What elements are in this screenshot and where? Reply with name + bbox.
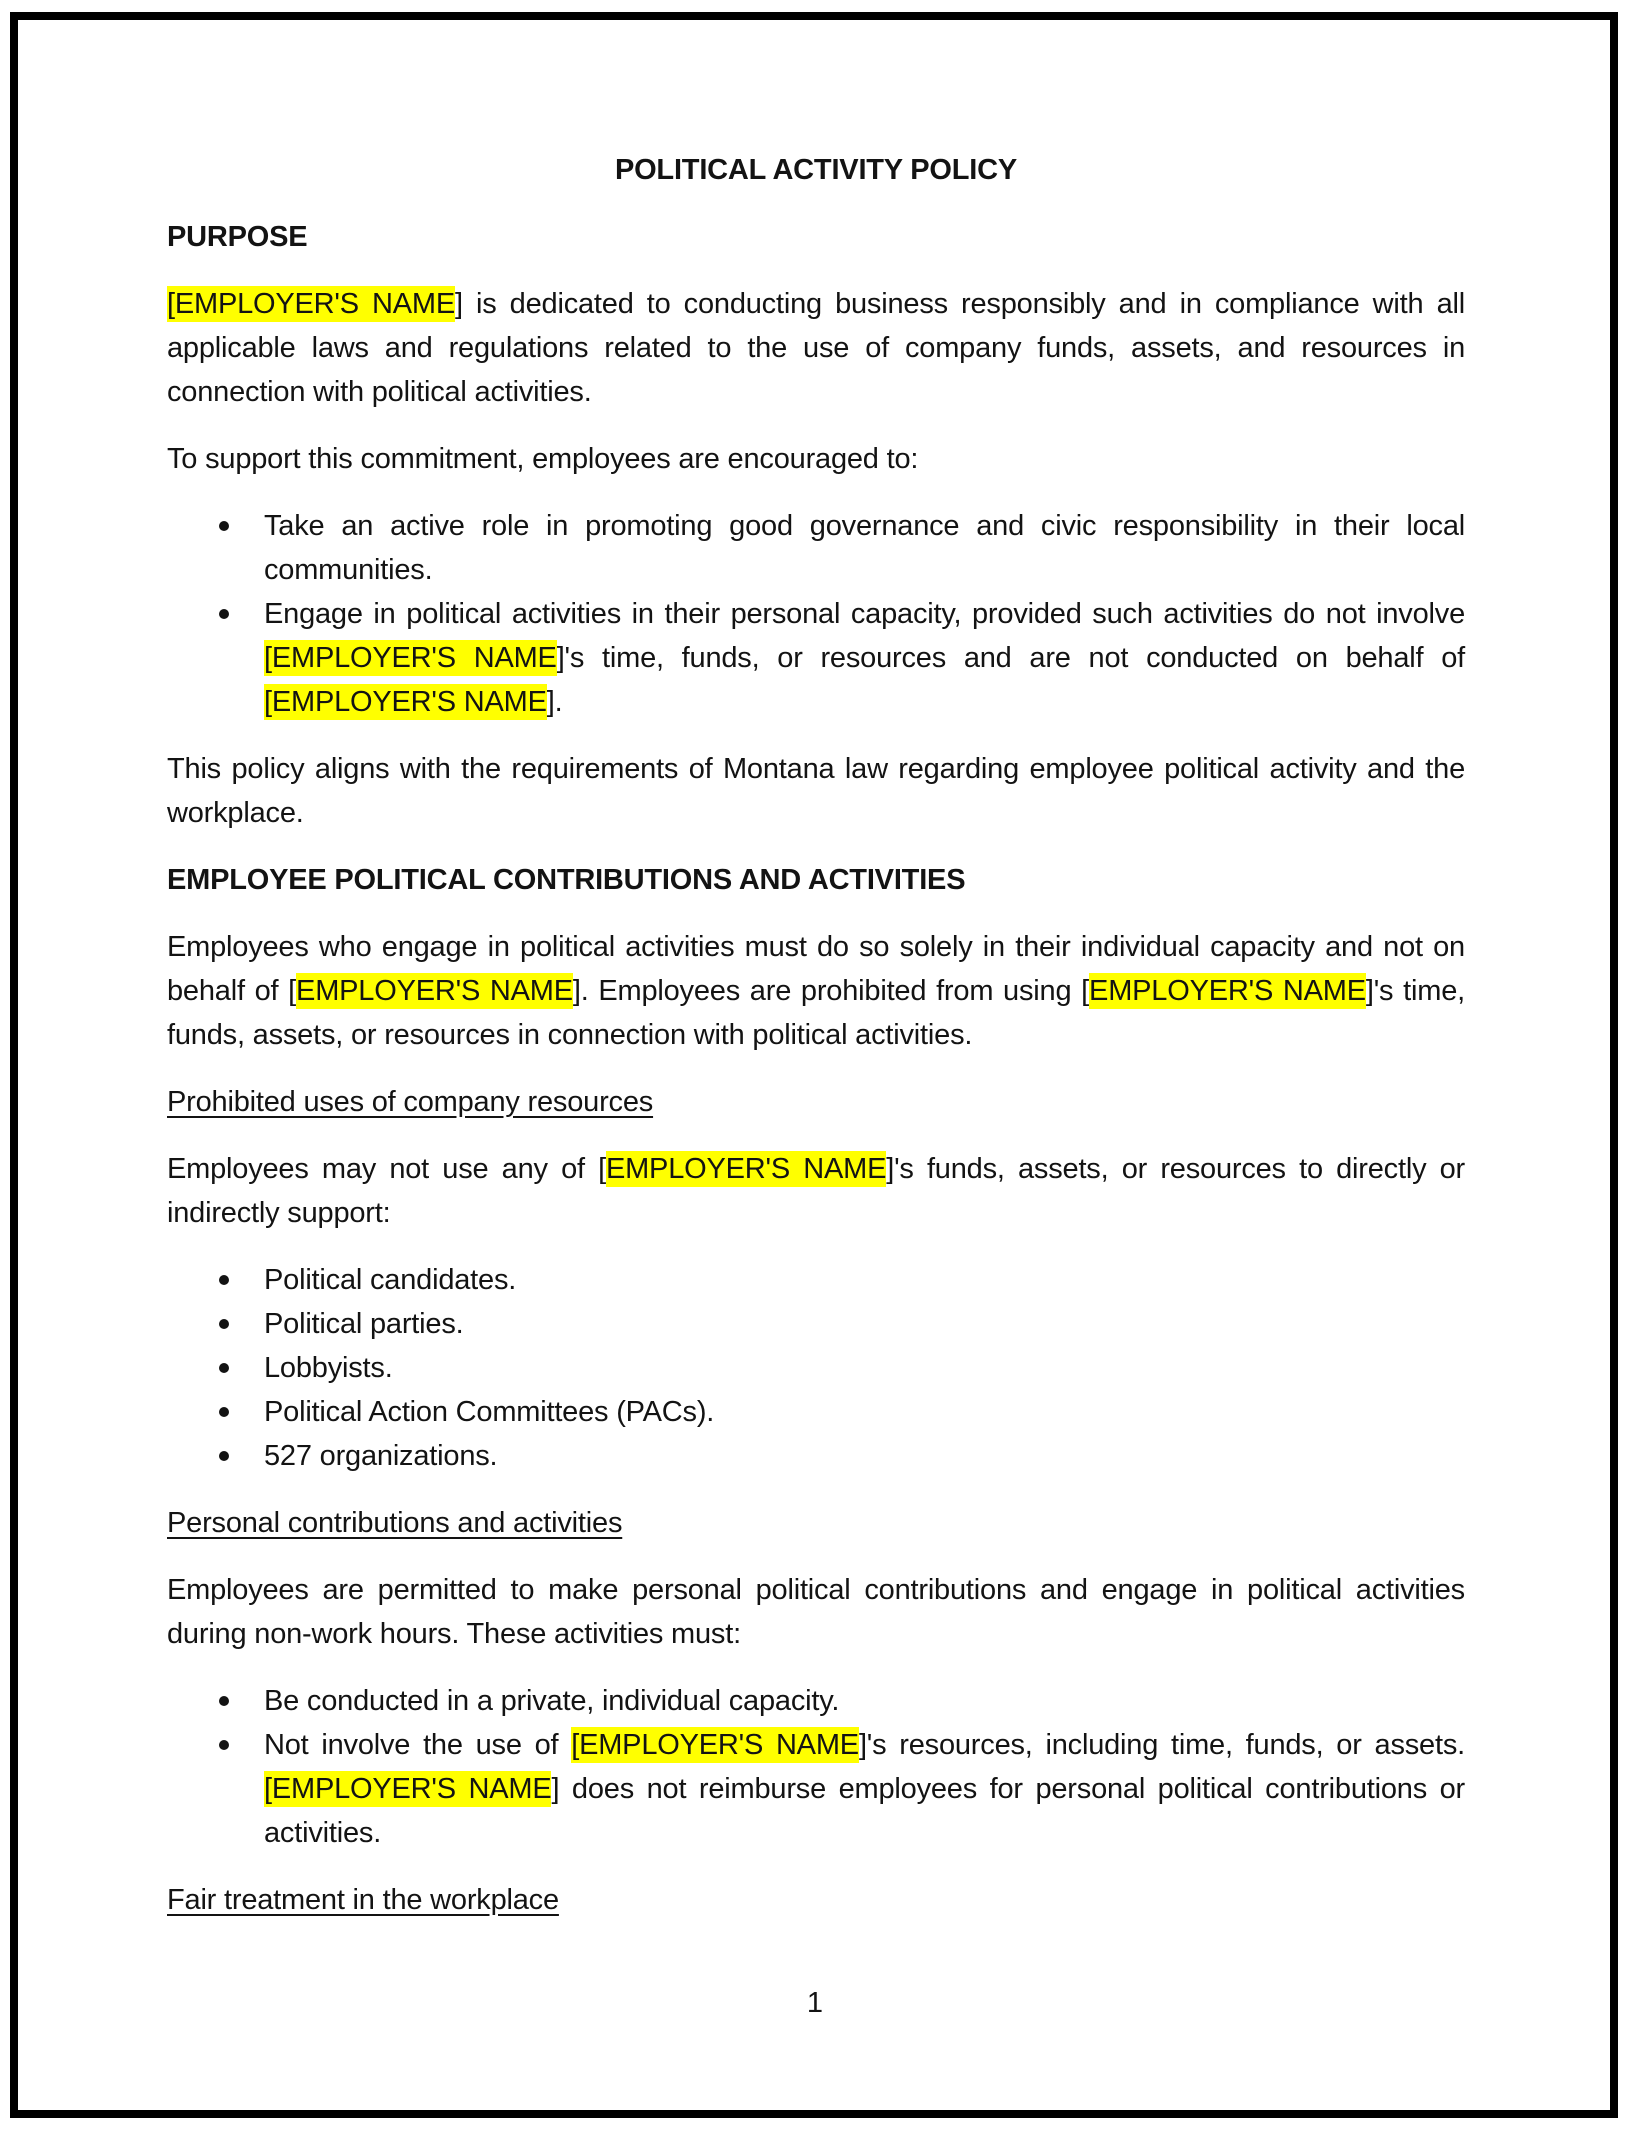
- text-run: This policy aligns with the requirements of Montana law regarding employee political activity and the workplace.: [167, 753, 1465, 829]
- subheading-prohibited-uses: Prohibited uses of company resources: [167, 1086, 654, 1118]
- text-run: Lobbyists.: [264, 1352, 393, 1384]
- paragraph-individual-capacity: [167, 925, 1465, 1057]
- text-run: ]'s resources, including time, funds, or assets.: [858, 1729, 1465, 1761]
- text-run: Political candidates.: [264, 1264, 517, 1296]
- employer-name-highlight: [EMPLOYER'S NAME: [571, 1729, 859, 1761]
- text-run: ]'s time, funds, assets, or resources in connection with political activities.: [167, 975, 1465, 1051]
- list-encouraged-activities: [167, 504, 1465, 724]
- list-item-527-organizations: [167, 1434, 1465, 1478]
- list-item-political-parties: [167, 1302, 1465, 1346]
- employer-name-highlight: [EMPLOYER'S NAME: [264, 642, 557, 674]
- paragraph-personal-intro: [167, 1568, 1465, 1656]
- employer-name-highlight: EMPLOYER'S NAME: [1089, 975, 1366, 1007]
- subheading-personal-contributions: Personal contributions and activities: [167, 1507, 623, 1539]
- employer-name-highlight: EMPLOYER'S NAME: [296, 975, 573, 1007]
- text-run: Take an active role in promoting good governance and civic responsibility in their local communities.: [264, 510, 1465, 586]
- employer-name-highlight: [EMPLOYER'S NAME: [264, 1773, 552, 1805]
- text-run: Engage in political activities in their personal capacity, provided such activities do not involve: [264, 598, 1465, 630]
- text-run: Not involve the use of: [264, 1729, 572, 1761]
- list-personal-activity-rules: [167, 1679, 1465, 1855]
- paragraph-commitment: [167, 437, 1465, 481]
- text-run: ].: [546, 686, 563, 718]
- text-run: Political parties.: [264, 1308, 464, 1340]
- list-item-lobbyists: [167, 1346, 1465, 1390]
- document-title: POLITICAL ACTIVITY POLICY: [614, 154, 1018, 186]
- list-item-private-capacity: [167, 1679, 1465, 1723]
- text-run: ]'s time, funds, or resources and are not conducted on behalf of: [556, 642, 1465, 674]
- list-item-no-company-resources: [167, 1723, 1465, 1855]
- paragraph-montana-law: [167, 747, 1465, 835]
- text-run: ] is dedicated to conducting business responsibly and in compliance with all applicable laws and regulations related to the use of company funds, assets, and resources in connection with political activities.: [167, 288, 1465, 408]
- paragraph-prohibited-intro: [167, 1147, 1465, 1235]
- text-run: Employees are permitted to make personal political contributions and engage in political activities during non-work hours. These activities must:: [167, 1574, 1465, 1650]
- list-item-take-active-role: [167, 504, 1465, 592]
- text-run: Political Action Committees (PACs).: [264, 1396, 715, 1428]
- text-run: ] does not reimburse employees for personal political contributions or activities.: [264, 1773, 1465, 1849]
- subheading-fair-treatment: Fair treatment in the workplace: [167, 1884, 559, 1916]
- employer-name-highlight: [EMPLOYER'S NAME: [264, 686, 547, 718]
- text-run: Employees may not use any of [: [167, 1153, 606, 1185]
- heading-employee-contributions: EMPLOYEE POLITICAL CONTRIBUTIONS AND ACTIVITIES: [167, 864, 966, 896]
- text-run: Be conducted in a private, individual capacity.: [264, 1685, 840, 1717]
- document-content: [167, 148, 1465, 1945]
- page-number: 1: [806, 1987, 824, 2019]
- list-item-engage-personal-capacity: [167, 592, 1465, 724]
- text-run: ]. Employees are prohibited from using [: [572, 975, 1090, 1007]
- employer-name-highlight: [EMPLOYER'S NAME: [167, 288, 456, 320]
- text-run: 527 organizations.: [264, 1440, 498, 1472]
- heading-purpose: PURPOSE: [167, 221, 308, 253]
- list-item-pacs: [167, 1390, 1465, 1434]
- paragraph-purpose-intro: [167, 282, 1465, 414]
- text-run: Employees who engage in political activities must do so solely in their individual capacity and not on behalf of [: [167, 931, 1465, 1007]
- employer-name-highlight: EMPLOYER'S NAME: [605, 1153, 887, 1185]
- text-run: ]'s funds, assets, or resources to directly or indirectly support:: [167, 1153, 1465, 1229]
- text-run: To support this commitment, employees are encouraged to:: [167, 443, 919, 475]
- list-prohibited-recipients: [167, 1258, 1465, 1478]
- list-item-political-candidates: [167, 1258, 1465, 1302]
